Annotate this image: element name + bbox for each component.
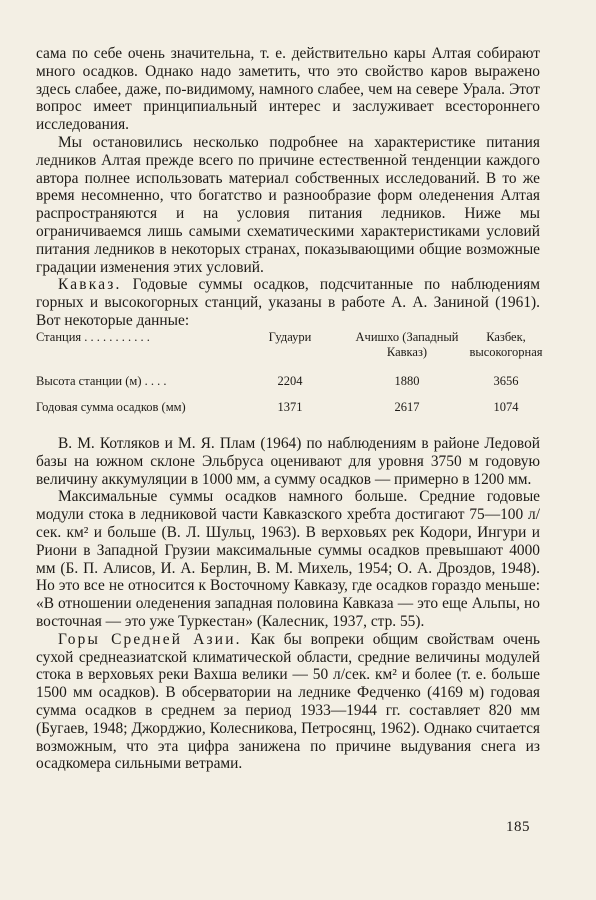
- table-header-cell: Ачишхо (Западный Кавказ): [355, 330, 459, 359]
- table-cell: 2617: [394, 400, 420, 414]
- paragraph-text: Как бы вопреки общим свойствам очень сухой среднеазиатской климатической области, средние величины модулей стока в верховьях реки Вахша велики — 50 л/сек. км² и более (т. е. больше 1500 мм осадков). В обсерватории на леднике Федченко (4169 м) годовая сумма осадков в среднем за период 1933—1944 гг. составляет 820 мм (Бугаев, 1948; Джорджио, Колесникова, Петросянц, 1962). Однако считается возможным, что эта цифра занижена по причине выдувания снега из осадкомера сильными ветрами.: [36, 630, 540, 773]
- paragraph: [36, 45, 540, 134]
- table-cell: 1371: [277, 400, 303, 414]
- section-heading-central-asia: Горы Средней Азии.: [58, 630, 242, 648]
- text-block-bottom: [36, 435, 540, 773]
- text-block-top: [36, 45, 540, 330]
- table-header-cell: Станция . . . . . . . . . . .: [36, 330, 150, 344]
- section-heading-caucasus: Кавказ.: [58, 276, 122, 294]
- paragraph-text: Мы остановились несколько подробнее на характеристике питания ледников Алтая прежде всего по причине естественной тенденции каждого автора полнее использовать материал собственных исследований. В то же время несомненно, что богатство и разнообразие форм оледенения Алтая распространяются и на условия питания ледников. Ниже мы ограничиваемся лишь самыми схематическими характеристиками условий питания ледников в некоторых странах, показывающими общие возможные градации изменения этих условий.: [36, 133, 540, 276]
- paragraph: [36, 134, 540, 276]
- paragraph-text: Годовые суммы осадков, подсчитанные по наблюдениям горных и высокогорных станций, указаны в работе А. А. Заниной (1961). Вот некоторые данные:: [36, 276, 540, 329]
- table-header-cell: Казбек, высокогорная: [469, 330, 543, 359]
- paragraph: [36, 488, 540, 630]
- paragraph: [36, 276, 540, 329]
- table-header-row: [36, 330, 546, 364]
- paragraph: [36, 631, 540, 773]
- table-cell: Высота станции (м) . . . .: [36, 374, 167, 388]
- table-cell: Годовая сумма осадков (мм): [36, 400, 186, 414]
- paragraph-text: В. М. Котляков и М. Я. Плам (1964) по наблюдениям в районе Ледовой базы на южном склоне Эльбруса оценивают для уровня 3750 м годовую величину аккумуляции в 1000 мм, а сумму осадков — примерно в 1200 мм.: [36, 435, 540, 488]
- table-cell: 3656: [493, 374, 519, 388]
- table-cell: 1074: [493, 400, 519, 414]
- table-row: [36, 400, 546, 434]
- paragraph: [36, 435, 540, 488]
- page-number: 185: [506, 819, 530, 835]
- table-header-cell: Гудаури: [268, 330, 312, 344]
- table-cell: 1880: [394, 374, 420, 388]
- paragraph-text: сама по себе очень значительна, т. е. действительно кары Алтая собирают много осадков. Однако надо заметить, что это свойство каров выражено здесь слабее, даже, по-видимому, намного слабее, чем на севере Урала. Этот вопрос имеет принципиальный интерес и заслуживает всестороннего исследования.: [36, 45, 540, 134]
- table-cell: 2204: [277, 374, 303, 388]
- paragraph-text: Максимальные суммы осадков намного больше. Средние годовые модули стока в ледниковой части Кавказского хребта достигают 75—100 л/сек. км² и больше (В. Л. Шульц, 1963). В верховьях рек Кодори, Ингури и Риони в Западной Грузии максимальные суммы осадков превышают 4000 мм (Б. П. Алисов, И. А. Берлин, В. М. Михель, 1954; О. А. Дроздов, 1948). Но это все не относится к Восточному Кавказу, где осадков гораздо меньше: «В отношении оледенения западная половина Кавказа — это еще Альпы, но восточная — это уже Туркестан» (Калесник, 1937, стр. 55).: [36, 488, 540, 630]
